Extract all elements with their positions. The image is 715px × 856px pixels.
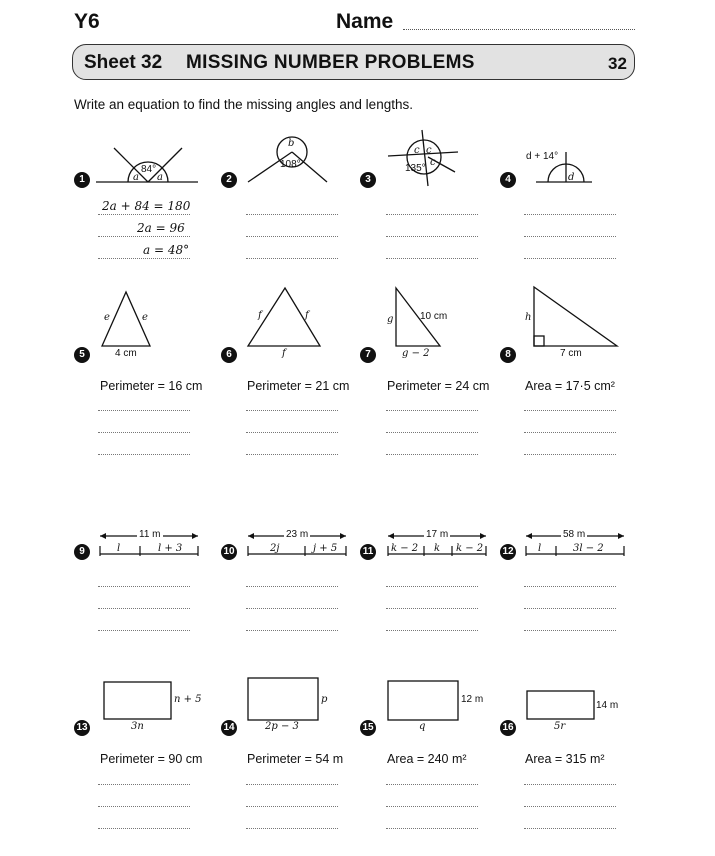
q13-answer-line-3[interactable] [98,828,190,829]
q12-part-2: 3l − 2 [573,543,604,554]
q13-condition: Perimeter = 90 cm [100,752,203,766]
q2-answer-line-1[interactable] [246,214,338,215]
q11-part-3: k − 2 [456,543,484,554]
q3-c2-label: c [426,145,432,156]
q1-angle-label: 84° [141,164,157,175]
q15-rectangle [388,681,458,720]
name-label: Name [336,10,394,33]
q7-base-label: g − 2 [402,348,430,359]
q3-c3-label: c [430,157,436,168]
q12-answer-line-1[interactable] [524,586,616,587]
q12-answer-line-2[interactable] [524,608,616,609]
q8-answer-line-1[interactable] [524,410,616,411]
q14-rectangle [248,678,318,720]
q8-triangle [534,287,617,346]
q1-a-left: a [133,172,139,183]
q7-number: 7 [360,347,376,363]
q6-condition: Perimeter = 21 cm [247,379,350,393]
q7-condition: Perimeter = 24 cm [387,379,490,393]
q14-base-label: 2p − 3 [265,721,299,732]
q13-base-label: 3n [131,721,144,732]
q10-answer-line-2[interactable] [246,608,338,609]
q12-total-label: 58 m [563,529,586,540]
q7-hyp-label: 10 cm [420,311,448,322]
year-label: Y6 [74,10,100,33]
q16-answer-line-3[interactable] [524,828,616,829]
q11-answer-line-3[interactable] [386,630,478,631]
q9-part-2: l + 3 [158,543,183,554]
q6-answer-line-1[interactable] [246,410,338,411]
q6-answer-line-3[interactable] [246,454,338,455]
q10-answer-line-3[interactable] [246,630,338,631]
q5-answer-line-2[interactable] [98,432,190,433]
q15-base-label: q [419,721,426,732]
q3-line-h [388,152,458,156]
q12-answer-line-3[interactable] [524,630,616,631]
q14-number: 14 [221,720,237,736]
q15-side-label: 12 m [461,694,484,705]
q11-part-1: k − 2 [391,543,419,554]
q2-b-label: b [288,138,295,149]
q6-answer-line-2[interactable] [246,432,338,433]
q13-answer-line-1[interactable] [98,784,190,785]
q6-side1-label: f [258,310,262,321]
page-number: 32 [608,54,627,73]
q14-answer-line-2[interactable] [246,806,338,807]
q8-vert-label: h [525,312,532,323]
q2-answer-line-3[interactable] [246,258,338,259]
q5-base-label: 4 cm [115,348,137,359]
sheet-label: Sheet 32 [84,52,163,73]
q5-answer-line-1[interactable] [98,410,190,411]
q3-number: 3 [360,172,376,188]
q16-side-label: 14 m [596,700,619,711]
q2-answer-line-2[interactable] [246,236,338,237]
q10-answer-line-1[interactable] [246,586,338,587]
page-title: MISSING NUMBER PROBLEMS [186,52,475,73]
q12-number: 12 [500,544,516,560]
q5-side1-label: e [104,312,110,323]
q12-part-1: l [538,543,542,554]
q11-total-label: 17 m [426,529,449,540]
q16-condition: Area = 315 m² [525,752,605,766]
q5-answer-line-3[interactable] [98,454,190,455]
q8-answer-line-2[interactable] [524,432,616,433]
q1-a-right: a [157,172,163,183]
q9-part-1: l [117,543,121,554]
q6-side2-label: f [305,310,309,321]
q3-line-v [422,130,428,186]
q13-number: 13 [74,720,90,736]
q8-condition: Area = 17·5 cm² [525,379,615,393]
q6-base-label: f [282,348,286,359]
q5-side2-label: e [142,312,148,323]
q7-answer-line-3[interactable] [386,454,478,455]
q15-condition: Area = 240 m² [387,752,467,766]
q1-work-line-2: 2a = 96 [137,221,185,235]
q13-answer-line-2[interactable] [98,806,190,807]
q11-answer-line-2[interactable] [386,608,478,609]
q4-answer-line-2[interactable] [524,236,616,237]
q9-answer-line-1[interactable] [98,586,190,587]
instructions: Write an equation to find the missing angles and lengths. [74,97,413,112]
q9-answer-line-3[interactable] [98,630,190,631]
q11-answer-line-1[interactable] [386,586,478,587]
q3-c1-label: c [414,145,420,156]
q3-answer-line-2[interactable] [386,236,478,237]
q4-answer-line-1[interactable] [524,214,616,215]
q16-number: 16 [500,720,516,736]
q7-answer-line-2[interactable] [386,432,478,433]
q15-answer-line-1[interactable] [386,784,478,785]
q1-number: 1 [74,172,90,188]
q10-total-label: 23 m [286,529,309,540]
q4-d-label: d [568,172,575,183]
q10-part-2: j + 5 [313,543,338,554]
q3-answer-line-1[interactable] [386,214,478,215]
q8-right-angle [534,336,544,346]
q2-angle-label: 108° [280,159,301,170]
q8-answer-line-3[interactable] [524,454,616,455]
q9-number: 9 [74,544,90,560]
q11-part-2: k [434,543,441,554]
q16-base-label: 5r [554,721,566,732]
q14-condition: Perimeter = 54 m [247,752,344,766]
q16-answer-line-2[interactable] [524,806,616,807]
q6-number: 6 [221,347,237,363]
q9-answer-line-2[interactable] [98,608,190,609]
q14-side-label: p [321,694,328,705]
q4-answer-line-3[interactable] [524,258,616,259]
q5-condition: Perimeter = 16 cm [100,379,203,393]
q8-base-label: 7 cm [560,348,582,359]
q16-rectangle [527,691,594,719]
q13-side-label: n + 5 [174,694,202,705]
q3-answer-line-3[interactable] [386,258,478,259]
q7-answer-line-1[interactable] [386,410,478,411]
q5-number: 5 [74,347,90,363]
q10-number: 10 [221,544,237,560]
q16-answer-line-1[interactable] [524,784,616,785]
q15-number: 15 [360,720,376,736]
q3-angle-label: 135° [405,163,426,174]
q1-work-line-1: 2a + 84 = 180 [102,199,191,213]
q8-number: 8 [500,347,516,363]
q14-answer-line-3[interactable] [246,828,338,829]
q4-top-label: d + 14° [526,151,559,162]
q11-number: 11 [360,544,376,560]
q1-work-line-3: a = 48° [143,243,190,257]
q7-vert-label: g [387,314,394,325]
q13-rectangle [104,682,171,719]
q2-number: 2 [221,172,237,188]
q4-number: 4 [500,172,516,188]
q9-total-label: 11 m [139,529,161,540]
q14-answer-line-1[interactable] [246,784,338,785]
q15-answer-line-3[interactable] [386,828,478,829]
q15-answer-line-2[interactable] [386,806,478,807]
q10-part-1: 2j [270,543,280,554]
